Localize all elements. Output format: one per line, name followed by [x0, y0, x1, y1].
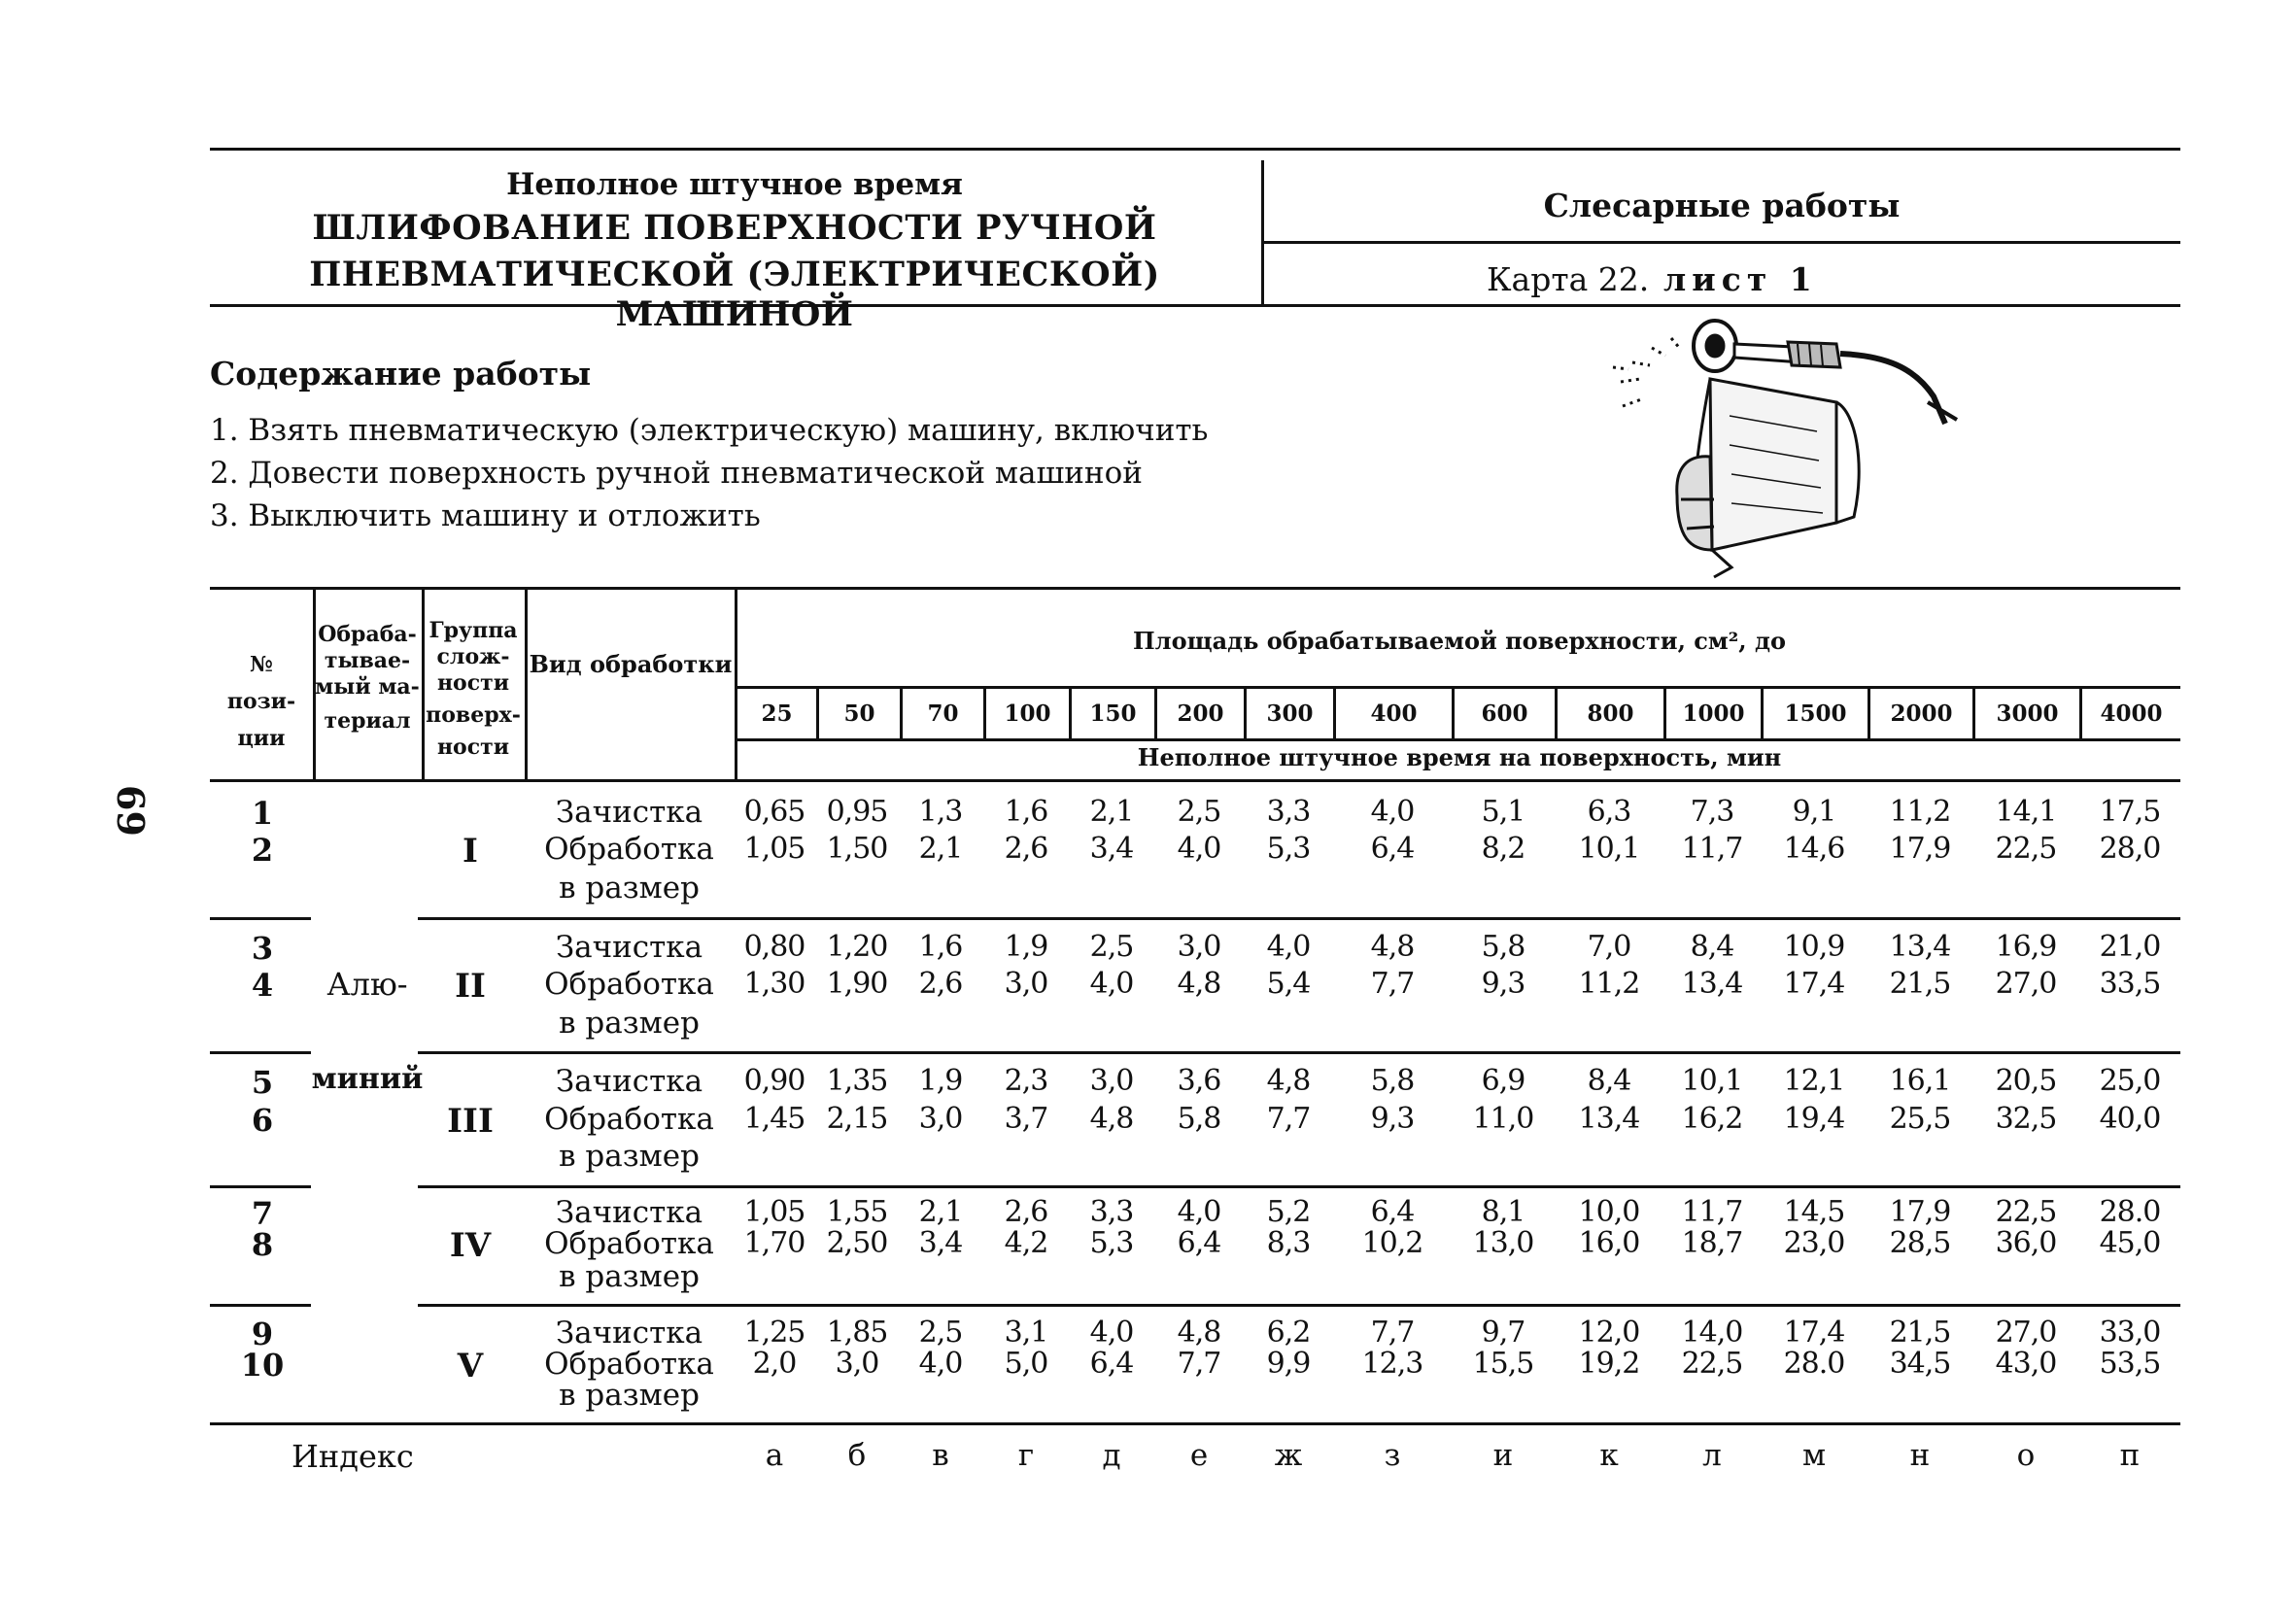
col-header-position: [210, 651, 313, 752]
area-800: 800: [1587, 700, 1634, 727]
time-value-cleaning: 1,25: [743, 1316, 805, 1350]
position-number: 6: [251, 1102, 274, 1139]
time-value-machining: 2,0: [752, 1347, 797, 1381]
position-number: 5: [251, 1064, 274, 1101]
time-value-machining: 1,45: [743, 1102, 805, 1136]
col-header-material-line: мый ма-: [315, 674, 420, 700]
operation-cleaning: Зачистка: [555, 795, 703, 830]
header-title-line-2: ПНЕВМАТИЧЕСКОЙ (ЭЛЕКТРИЧЕСКОЙ) МАШИНОЙ: [309, 255, 1160, 334]
time-value-cleaning: 1,85: [826, 1316, 888, 1350]
time-value-cleaning: 2,5: [1177, 795, 1221, 829]
time-value-cleaning: 22,5: [1995, 1195, 2057, 1229]
time-value-cleaning: 16,1: [1889, 1064, 1951, 1098]
time-value-machining: 9,9: [1266, 1347, 1311, 1381]
time-value-machining: 8,2: [1481, 832, 1525, 866]
operation-machining: Обработка: [544, 1226, 714, 1261]
time-value-cleaning: 0,90: [743, 1064, 805, 1098]
time-value-cleaning: 9,7: [1481, 1316, 1525, 1350]
complexity-group: II: [455, 967, 486, 1006]
time-value-cleaning: 0,80: [743, 930, 805, 964]
time-value-cleaning: 20,5: [1995, 1064, 2057, 1098]
time-value-cleaning: 1,9: [1004, 930, 1048, 964]
time-value-machining: 1,30: [743, 967, 805, 1001]
time-value-machining: 4,8: [1177, 967, 1221, 1001]
time-value-machining: 11,0: [1472, 1102, 1534, 1136]
col-header-group-line: ности: [436, 670, 510, 696]
operation-cleaning: Зачистка: [555, 1316, 703, 1351]
time-value-machining: 22,5: [1681, 1347, 1743, 1381]
time-value-cleaning: 33,0: [2099, 1316, 2161, 1350]
work-step-2: 2. Довести поверхность ручной пневматической машиной: [210, 456, 1143, 491]
time-value-cleaning: 4,0: [1177, 1195, 1221, 1229]
time-value-cleaning: 21,5: [1889, 1316, 1951, 1350]
time-value-cleaning: 2,1: [918, 1195, 963, 1229]
operation-machining: Обработка: [544, 1347, 714, 1382]
time-value-machining: 19,2: [1578, 1347, 1640, 1381]
time-value-cleaning: 1,6: [1004, 795, 1048, 829]
area-200: 200: [1177, 700, 1224, 727]
time-value-cleaning: 17,9: [1889, 1195, 1951, 1229]
col-header-material-line: териал: [324, 708, 411, 734]
time-value-machining: 5,3: [1089, 1226, 1134, 1260]
time-value-machining: 3,0: [1004, 967, 1048, 1001]
col-header-group-line: слож-: [436, 644, 510, 669]
time-value-machining: 2,6: [1004, 832, 1048, 866]
time-value-cleaning: 8,4: [1587, 1064, 1631, 1098]
time-value-machining: 28,0: [2099, 832, 2161, 866]
time-value-machining: 43,0: [1995, 1347, 2057, 1381]
time-value-cleaning: 3,0: [1177, 930, 1221, 964]
area-70: 70: [927, 700, 959, 727]
time-value-machining: 5,3: [1266, 832, 1311, 866]
col-header-position-line: пози-: [226, 689, 296, 714]
position-number: 8: [251, 1226, 274, 1263]
time-value-machining: 8,3: [1266, 1226, 1311, 1260]
time-value-cleaning: 7,0: [1587, 930, 1631, 964]
time-value-machining: 17,4: [1783, 967, 1845, 1001]
time-value-cleaning: 11,7: [1681, 1195, 1743, 1229]
time-value-cleaning: 3,0: [1089, 1064, 1134, 1098]
time-value-cleaning: 9,1: [1792, 795, 1836, 829]
time-value-cleaning: 8,4: [1690, 930, 1734, 964]
time-value-cleaning: 4,8: [1266, 1064, 1311, 1098]
index-letter: л: [1702, 1438, 1722, 1473]
index-letter: и: [1492, 1438, 1514, 1473]
operation-machining-cont: в размер: [559, 1259, 700, 1294]
section-title: Слесарные работы: [1543, 187, 1901, 224]
time-value-machining: 53,5: [2099, 1347, 2161, 1381]
material-label-line-2: миний: [311, 1062, 424, 1096]
operation-machining: Обработка: [544, 967, 714, 1002]
time-value-machining: 23,0: [1783, 1226, 1845, 1260]
time-value-machining: 13,4: [1681, 967, 1743, 1001]
time-value-cleaning: 6,9: [1481, 1064, 1525, 1098]
time-value-machining: 6,4: [1177, 1226, 1221, 1260]
time-value-machining: 28.0: [1783, 1347, 1845, 1381]
index-letter: г: [1017, 1438, 1035, 1473]
time-value-machining: 21,5: [1889, 967, 1951, 1001]
col-header-material: [313, 622, 422, 735]
col-header-complexity-group: [422, 618, 525, 761]
time-value-cleaning: 14,1: [1995, 795, 2057, 829]
col-header-area: Площадь обрабатываемой поверхности, см², до: [1133, 627, 1786, 655]
time-value-machining: 9,3: [1370, 1102, 1415, 1136]
col-header-group-line: поверх-: [426, 702, 521, 728]
time-value-machining: 2,50: [826, 1226, 888, 1260]
time-value-cleaning: 1,6: [918, 930, 963, 964]
operation-machining-cont: в размер: [559, 1139, 700, 1174]
header-subtitle: Неполное штучное время: [506, 167, 963, 202]
time-value-cleaning: 2,5: [1089, 930, 1134, 964]
time-value-cleaning: 6,2: [1266, 1316, 1311, 1350]
index-letter: м: [1801, 1438, 1827, 1473]
time-value-machining: 10,1: [1578, 832, 1640, 866]
time-value-cleaning: 2,3: [1004, 1064, 1048, 1098]
time-value-cleaning: 3,6: [1177, 1064, 1221, 1098]
operation-machining-cont: в размер: [559, 1006, 700, 1041]
time-value-cleaning: 5,2: [1266, 1195, 1311, 1229]
time-value-machining: 18,7: [1681, 1226, 1743, 1260]
col-header-material-line: Обраба-: [318, 622, 417, 647]
time-value-machining: 2,15: [826, 1102, 888, 1136]
area-600: 600: [1481, 700, 1528, 727]
time-value-machining: 12,3: [1361, 1347, 1423, 1381]
time-value-machining: 3,0: [835, 1347, 879, 1381]
time-value-cleaning: 12,1: [1783, 1064, 1845, 1098]
complexity-group: V: [457, 1347, 484, 1385]
area-1000: 1000: [1682, 700, 1745, 727]
time-value-cleaning: 7,7: [1370, 1316, 1415, 1350]
time-value-cleaning: 1,55: [826, 1195, 888, 1229]
time-value-machining: 9,3: [1481, 967, 1525, 1001]
index-letter: о: [2016, 1438, 2036, 1473]
position-number: 1: [251, 795, 274, 832]
time-value-cleaning: 4,0: [1089, 1316, 1134, 1350]
index-letter: з: [1384, 1438, 1401, 1473]
col-header-position-line: ции: [237, 726, 286, 751]
time-value-cleaning: 2,1: [1089, 795, 1134, 829]
time-value-machining: 10,2: [1361, 1226, 1423, 1260]
operation-machining-cont: в размер: [559, 1378, 700, 1413]
time-value-cleaning: 4,8: [1370, 930, 1415, 964]
time-value-machining: 5,4: [1266, 967, 1311, 1001]
area-300: 300: [1266, 700, 1314, 727]
work-step-1: 1. Взять пневматическую (электрическую) машину, включить: [210, 413, 1209, 448]
area-2000: 2000: [1890, 700, 1953, 727]
operation-cleaning: Зачистка: [555, 1064, 703, 1099]
time-value-machining: 16,0: [1578, 1226, 1640, 1260]
col-header-material-line: тывае-: [324, 648, 411, 673]
area-100: 100: [1004, 700, 1051, 727]
index-letter: п: [2119, 1438, 2141, 1473]
position-number: 2: [251, 832, 274, 869]
time-value-cleaning: 8,1: [1481, 1195, 1525, 1229]
complexity-group: IV: [449, 1226, 492, 1265]
position-number: 7: [251, 1195, 274, 1232]
time-value-cleaning: 1,9: [918, 1064, 963, 1098]
time-value-cleaning: 27,0: [1995, 1316, 2057, 1350]
col-header-group-line: ности: [436, 735, 510, 760]
time-value-cleaning: 1,20: [826, 930, 888, 964]
area-150: 150: [1089, 700, 1137, 727]
time-value-cleaning: 3,3: [1089, 1195, 1134, 1229]
time-value-cleaning: 2,6: [1004, 1195, 1048, 1229]
index-letter: е: [1189, 1438, 1209, 1473]
time-value-cleaning: 0,95: [826, 795, 888, 829]
time-value-cleaning: 6,3: [1587, 795, 1631, 829]
index-letter: ж: [1274, 1438, 1303, 1473]
index-letter: в: [932, 1438, 949, 1473]
time-value-machining: 1,70: [743, 1226, 805, 1260]
time-value-machining: 16,2: [1681, 1102, 1743, 1136]
complexity-group: I: [463, 832, 478, 871]
col-header-position-line: №: [250, 652, 273, 677]
operation-machining-cont: в размер: [559, 871, 700, 906]
time-value-machining: 19,4: [1783, 1102, 1845, 1136]
time-value-machining: 5,0: [1004, 1347, 1048, 1381]
material-label-line-1: Алю-: [326, 966, 408, 1003]
time-value-machining: 4,2: [1004, 1226, 1048, 1260]
col-header-group-line: Группа: [428, 618, 518, 643]
time-value-machining: 6,4: [1370, 832, 1415, 866]
time-value-cleaning: 11,2: [1889, 795, 1951, 829]
card-number: Карта 22.: [1487, 260, 1650, 298]
time-value-cleaning: 25,0: [2099, 1064, 2161, 1098]
work-step-3: 3. Выключить машину и отложить: [210, 498, 761, 533]
operation-machining: Обработка: [544, 1102, 714, 1137]
area-3000: 3000: [1996, 700, 2059, 727]
time-value-machining: 27,0: [1995, 967, 2057, 1001]
index-label: Индекс: [291, 1438, 414, 1475]
time-value-cleaning: 1,3: [918, 795, 963, 829]
sheet-number: лист 1: [1663, 260, 1818, 298]
time-value-machining: 13,4: [1578, 1102, 1640, 1136]
index-letter: а: [765, 1438, 784, 1473]
time-value-cleaning: 13,4: [1889, 930, 1951, 964]
time-value-cleaning: 10,9: [1783, 930, 1845, 964]
time-value-machining: 28,5: [1889, 1226, 1951, 1260]
time-value-machining: 45,0: [2099, 1226, 2161, 1260]
time-value-machining: 7,7: [1266, 1102, 1311, 1136]
area-1500: 1500: [1784, 700, 1847, 727]
time-value-cleaning: 10,1: [1681, 1064, 1743, 1098]
area-400: 400: [1370, 700, 1418, 727]
time-value-machining: 3,7: [1004, 1102, 1048, 1136]
time-value-cleaning: 12,0: [1578, 1316, 1640, 1350]
header-title-line-1: ШЛИФОВАНИЕ ПОВЕРХНОСТИ РУЧНОЙ: [312, 208, 1157, 248]
time-value-machining: 1,50: [826, 832, 888, 866]
time-value-machining: 7,7: [1177, 1347, 1221, 1381]
operation-machining: Обработка: [544, 832, 714, 867]
time-value-machining: 2,1: [918, 832, 963, 866]
time-value-machining: 33,5: [2099, 967, 2161, 1001]
time-value-machining: 32,5: [1995, 1102, 2057, 1136]
time-value-machining: 13,0: [1472, 1226, 1534, 1260]
time-value-machining: 3,4: [918, 1226, 963, 1260]
index-letter: к: [1599, 1438, 1619, 1473]
time-value-cleaning: 6,4: [1370, 1195, 1415, 1229]
time-value-cleaning: 4,0: [1370, 795, 1415, 829]
time-value-machining: 3,4: [1089, 832, 1134, 866]
time-value-cleaning: 10,0: [1578, 1195, 1640, 1229]
time-value-machining: 34,5: [1889, 1347, 1951, 1381]
time-value-cleaning: 14,0: [1681, 1316, 1743, 1350]
time-value-cleaning: 3,1: [1004, 1316, 1048, 1350]
time-value-machining: 40,0: [2099, 1102, 2161, 1136]
time-value-cleaning: 1,05: [743, 1195, 805, 1229]
time-value-machining: 4,0: [1177, 832, 1221, 866]
time-value-machining: 17,9: [1889, 832, 1951, 866]
operation-cleaning: Зачистка: [555, 930, 703, 965]
time-value-cleaning: 5,1: [1481, 795, 1525, 829]
time-value-cleaning: 17,4: [1783, 1316, 1845, 1350]
time-value-cleaning: 21,0: [2099, 930, 2161, 964]
time-value-cleaning: 2,5: [918, 1316, 963, 1350]
time-value-machining: 36,0: [1995, 1226, 2057, 1260]
time-value-cleaning: 17,5: [2099, 795, 2161, 829]
time-value-machining: 11,2: [1578, 967, 1640, 1001]
operation-cleaning: Зачистка: [555, 1195, 703, 1230]
time-value-cleaning: 4,8: [1177, 1316, 1221, 1350]
position-number: 10: [240, 1347, 285, 1384]
time-value-machining: 22,5: [1995, 832, 2057, 866]
time-value-cleaning: 5,8: [1370, 1064, 1415, 1098]
page-number: 69: [108, 785, 153, 837]
time-value-cleaning: 5,8: [1481, 930, 1525, 964]
time-value-machining: 4,0: [1089, 967, 1134, 1001]
work-content-title: Содержание работы: [210, 355, 592, 393]
area-25: 25: [761, 700, 793, 727]
index-letter: б: [847, 1438, 867, 1473]
col-header-time: Неполное штучное время на поверхность, мин: [1137, 743, 1782, 771]
col-header-work-type: Вид обработки: [529, 650, 733, 678]
time-value-machining: 5,8: [1177, 1102, 1221, 1136]
index-letter: н: [1909, 1438, 1931, 1473]
time-value-machining: 4,0: [918, 1347, 963, 1381]
time-value-machining: 2,6: [918, 967, 963, 1001]
time-value-cleaning: 28.0: [2099, 1195, 2161, 1229]
time-value-cleaning: 4,0: [1266, 930, 1311, 964]
time-value-machining: 14,6: [1783, 832, 1845, 866]
position-number: 9: [251, 1316, 274, 1352]
time-value-machining: 1,05: [743, 832, 805, 866]
time-value-machining: 6,4: [1089, 1347, 1134, 1381]
time-value-machining: 11,7: [1681, 832, 1743, 866]
time-value-machining: 3,0: [918, 1102, 963, 1136]
time-value-cleaning: 7,3: [1690, 795, 1734, 829]
area-50: 50: [843, 700, 875, 727]
area-4000: 4000: [2100, 700, 2163, 727]
index-letter: д: [1102, 1438, 1121, 1473]
time-value-machining: 25,5: [1889, 1102, 1951, 1136]
time-value-machining: 15,5: [1472, 1347, 1534, 1381]
position-number: 3: [251, 930, 274, 967]
complexity-group: III: [447, 1102, 494, 1141]
time-value-cleaning: 0,65: [743, 795, 805, 829]
time-value-cleaning: 3,3: [1266, 795, 1311, 829]
time-value-cleaning: 16,9: [1995, 930, 2057, 964]
time-value-machining: 4,8: [1089, 1102, 1134, 1136]
time-value-cleaning: 1,35: [826, 1064, 888, 1098]
time-value-cleaning: 14,5: [1783, 1195, 1845, 1229]
time-value-machining: 1,90: [826, 967, 888, 1001]
time-value-machining: 7,7: [1370, 967, 1415, 1001]
position-number: 4: [251, 967, 274, 1004]
grinding-machine-illustration: [1593, 309, 2002, 579]
